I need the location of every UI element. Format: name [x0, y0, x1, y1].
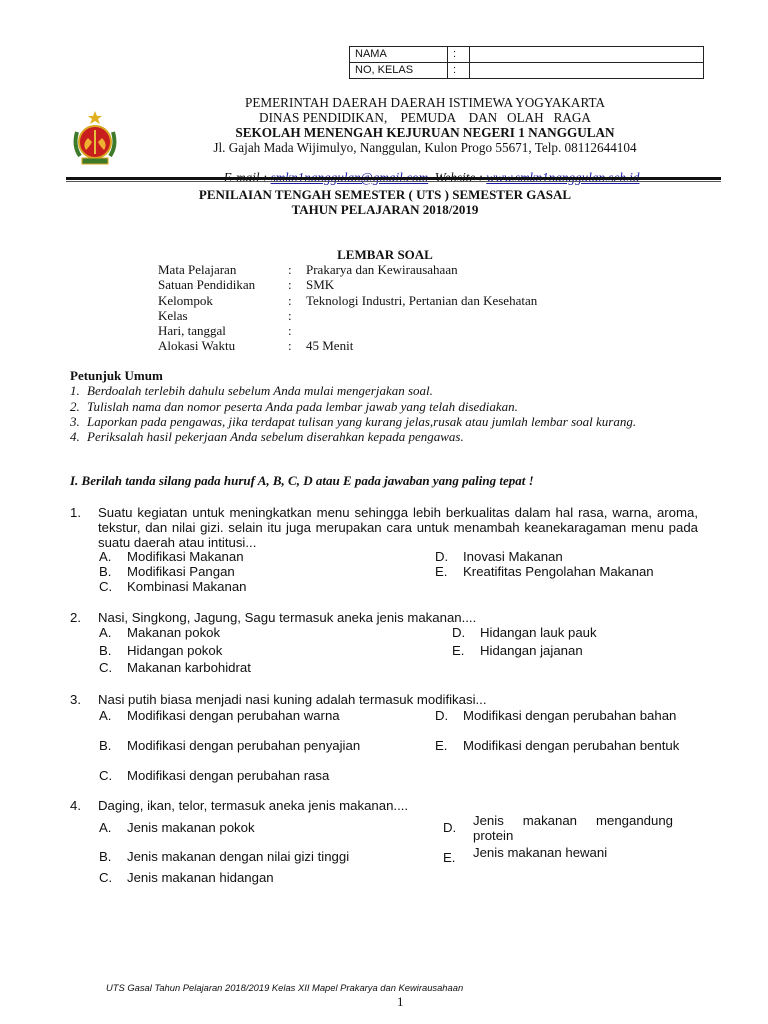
option-e[interactable]: E. Jenis makanan hewani: [443, 845, 608, 865]
meta-colon: :: [288, 262, 292, 277]
identity-box: [349, 46, 704, 79]
meta-colon: :: [288, 323, 292, 339]
meta-key: Hari, tanggal: [158, 323, 226, 339]
option-a[interactable]: A. Modifikasi Makanan: [99, 549, 244, 564]
identity-label: NO, KELAS: [350, 63, 448, 79]
identity-row-nama: [350, 47, 704, 63]
question-number: 3.: [70, 692, 81, 707]
option-d[interactable]: D. Modifikasi dengan perubahan bahan: [435, 708, 677, 723]
option-d[interactable]: D. Jenis makanan mengandung protein: [443, 813, 673, 843]
meta-row: [158, 277, 537, 292]
instructions-heading: Petunjuk Umum: [70, 368, 163, 383]
exam-year: TAHUN PELAJARAN 2018/2019: [291, 202, 479, 217]
option-d[interactable]: D. Hidangan lauk pauk: [452, 625, 597, 640]
exam-title: PENILAIAN TENGAH SEMESTER ( UTS ) SEMESTER GASAL: [198, 187, 572, 202]
section-instruction: I. Berilah tanda silang pada huruf A, B, C, D atau E pada jawaban yang paling tepat !: [70, 473, 534, 488]
question-text: Nasi putih biasa menjadi nasi kuning adalah termasuk modifikasi...: [98, 692, 487, 707]
option-e[interactable]: E. Kreatifitas Pengolahan Makanan: [435, 564, 654, 579]
identity-value-kelas[interactable]: [470, 63, 704, 79]
option-e[interactable]: E. Modifikasi dengan perubahan bentuk: [435, 738, 680, 753]
instruction-item: 4. Periksalah hasil pekerjaan Anda sebelum diserahkan kepada pengawas.: [70, 429, 464, 445]
question-text: Suatu kegiatan untuk meningkatkan menu sehingga lebih berkualitas dalam hal rasa, warna, aroma, tekstur, dan nilai gizi. selain itu juga merupakan cara untuk menambah keanekaragaman menu pada suatu daerah atau intitusi...: [98, 505, 698, 550]
meta-colon: :: [288, 307, 292, 323]
question-number: 2.: [70, 610, 81, 625]
letterhead: [160, 95, 690, 200]
option-b[interactable]: B. Modifikasi Pangan: [99, 564, 235, 579]
option-c[interactable]: C. Modifikasi dengan perubahan rasa: [99, 768, 330, 783]
meta-value: SMK: [306, 277, 335, 293]
question-4: [70, 798, 698, 813]
identity-colon: :: [448, 63, 470, 79]
meta-value: 45 Menit: [306, 338, 354, 354]
question-2: [70, 610, 698, 625]
instruction-item: 3. Laporkan pada pengawas, jika terdapat tulisan yang kurang jelas,rusak atau jumlah lembar soal kurang.: [70, 413, 637, 429]
question-number: 4.: [70, 798, 81, 813]
question-text: Nasi, Singkong, Jagung, Sagu termasuk aneka jenis makanan....: [98, 610, 477, 625]
option-a[interactable]: A. Modifikasi dengan perubahan warna: [99, 708, 340, 723]
meta-row: [158, 308, 537, 323]
identity-colon: :: [448, 47, 470, 63]
meta-colon: :: [288, 277, 292, 293]
question-text: Daging, ikan, telor, termasuk aneka jenis makanan....: [98, 798, 409, 813]
letterhead-divider: [66, 177, 721, 180]
page-footer: UTS Gasal Tahun Pelajaran 2018/2019 Kelas XII Mapel Prakarya dan Kewirausahaan: [106, 982, 464, 993]
instruction-item: 2. Tulislah nama dan nomor peserta Anda pada lembar jawab yang telah disediakan.: [70, 398, 518, 414]
meta-value: Teknologi Industri, Pertanian dan Kesehatan: [306, 292, 538, 308]
option-d[interactable]: D. Inovasi Makanan: [435, 549, 563, 564]
instruction-item: 1. Berdoalah terlebih dahulu sebelum Anda mulai mengerjakan soal.: [70, 383, 433, 399]
identity-value-nama[interactable]: [470, 47, 704, 63]
letterhead-address: Jl. Gajah Mada Wijimulyo, Nanggulan, Kulon Progo 55671, Telp. 08112644104: [213, 140, 637, 155]
sheet-title: LEMBAR SOAL: [337, 247, 433, 262]
option-c[interactable]: C. Jenis makanan hidangan: [99, 870, 274, 885]
meta-key: Satuan Pendidikan: [158, 277, 256, 293]
meta-key: Kelas: [158, 307, 188, 323]
question-number: 1.: [70, 505, 81, 520]
question-3: [70, 692, 698, 707]
option-c[interactable]: C. Makanan karbohidrat: [99, 660, 251, 675]
meta-colon: :: [288, 292, 292, 308]
letterhead-school-name: SEKOLAH MENENGAH KEJURUAN NEGERI 1 NANGGULAN: [235, 125, 615, 140]
meta-key: Mata Pelajaran: [158, 262, 237, 277]
option-a[interactable]: A. Makanan pokok: [99, 625, 221, 640]
meta-row: [158, 338, 537, 353]
question-1: [70, 505, 698, 550]
identity-row-kelas: [350, 63, 704, 79]
meta-value: Prakarya dan Kewirausahaan: [306, 262, 458, 277]
meta-key: Alokasi Waktu: [158, 338, 236, 354]
meta-key: Kelompok: [158, 292, 213, 308]
meta-row: [158, 293, 537, 308]
option-b[interactable]: B. Jenis makanan dengan nilai gizi tinggi: [99, 849, 350, 864]
yogyakarta-emblem-icon: [70, 110, 120, 168]
general-instructions: [70, 368, 696, 444]
letterhead-government: PEMERINTAH DAERAH DAERAH ISTIMEWA YOGYAKARTA: [245, 95, 605, 110]
letterhead-divider-thin: [66, 181, 721, 182]
meta-row: [158, 262, 537, 277]
option-b[interactable]: B. Modifikasi dengan perubahan penyajian: [99, 738, 361, 753]
page-number: 1: [397, 994, 404, 1009]
option-a[interactable]: A. Jenis makanan pokok: [99, 820, 255, 835]
option-e[interactable]: E. Hidangan jajanan: [452, 643, 583, 658]
option-c[interactable]: C. Kombinasi Makanan: [99, 579, 247, 594]
meta-row: [158, 323, 537, 338]
meta-colon: :: [288, 338, 292, 354]
exam-meta: [158, 262, 537, 354]
option-b[interactable]: B. Hidangan pokok: [99, 643, 223, 658]
identity-label: NAMA: [350, 47, 448, 63]
letterhead-department: DINAS PENDIDIKAN, PEMUDA DAN OLAH RAGA: [259, 110, 591, 125]
